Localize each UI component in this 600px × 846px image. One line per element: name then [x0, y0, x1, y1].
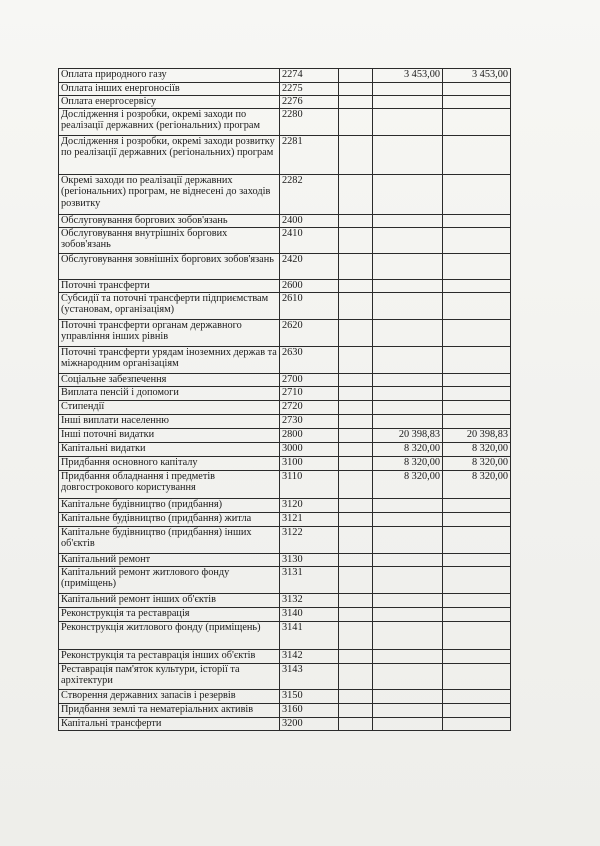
- row-amount-cell: [443, 566, 511, 593]
- row-amount-cell: [443, 214, 511, 227]
- row-name-cell: Придбання землі та нематеріальних активів: [59, 703, 280, 717]
- row-code-cell: 3122: [280, 526, 339, 553]
- row-empty-cell: [339, 689, 373, 703]
- row-amount-cell: [373, 95, 443, 108]
- table-row: [59, 319, 511, 346]
- row-amount-cell: [443, 717, 511, 730]
- row-code-cell: 2620: [280, 319, 339, 346]
- row-name-cell: Капітальний ремонт інших об'єктів: [59, 593, 280, 607]
- row-amount-cell: [443, 83, 511, 96]
- table-row: [59, 512, 511, 526]
- row-empty-cell: [339, 621, 373, 649]
- row-amount-cell: [443, 135, 511, 174]
- row-amount-cell: [373, 607, 443, 621]
- row-amount-cell: [443, 319, 511, 346]
- row-code-cell: 2400: [280, 214, 339, 227]
- row-empty-cell: [339, 414, 373, 428]
- row-name-cell: Реконструкція та реставрація: [59, 607, 280, 621]
- row-amount-cell: 8 320,00: [373, 470, 443, 498]
- row-amount-cell: [373, 292, 443, 319]
- row-amount-cell: [373, 279, 443, 292]
- row-code-cell: 2730: [280, 414, 339, 428]
- row-name-cell: Реконструкція та реставрація інших об'єктів: [59, 649, 280, 663]
- row-amount-cell: [373, 593, 443, 607]
- table-row: [59, 400, 511, 414]
- row-amount-cell: [373, 717, 443, 730]
- row-code-cell: 3140: [280, 607, 339, 621]
- row-name-cell: Капітальні трансферти: [59, 717, 280, 730]
- table-row: [59, 386, 511, 400]
- table-row: [59, 703, 511, 717]
- table-row: [59, 174, 511, 214]
- row-amount-cell: [443, 292, 511, 319]
- table-row: [59, 83, 511, 96]
- row-empty-cell: [339, 566, 373, 593]
- row-amount-cell: [373, 319, 443, 346]
- row-code-cell: 2275: [280, 83, 339, 96]
- row-empty-cell: [339, 526, 373, 553]
- row-amount-cell: [443, 621, 511, 649]
- row-code-cell: 2420: [280, 253, 339, 279]
- row-amount-cell: [373, 498, 443, 512]
- row-name-cell: Реконструкція житлового фонду (приміщень): [59, 621, 280, 649]
- table-row: [59, 214, 511, 227]
- row-code-cell: 3132: [280, 593, 339, 607]
- row-name-cell: Субсидії та поточні трансферти підприємствам (установам, організаціям): [59, 292, 280, 319]
- table-row: [59, 593, 511, 607]
- table-row: [59, 456, 511, 470]
- table-row: [59, 442, 511, 456]
- row-code-cell: 3200: [280, 717, 339, 730]
- row-empty-cell: [339, 135, 373, 174]
- row-amount-cell: 8 320,00: [373, 442, 443, 456]
- row-empty-cell: [339, 373, 373, 386]
- table-row: [59, 253, 511, 279]
- row-code-cell: 3160: [280, 703, 339, 717]
- row-empty-cell: [339, 108, 373, 135]
- row-amount-cell: [373, 621, 443, 649]
- row-name-cell: Дослідження і розробки, окремі заходи розвитку по реалізації державних (регіональних) програм: [59, 135, 280, 174]
- row-code-cell: 3130: [280, 553, 339, 566]
- row-name-cell: Оплата інших енергоносіїв: [59, 83, 280, 96]
- row-name-cell: Капітальний ремонт: [59, 553, 280, 566]
- row-empty-cell: [339, 456, 373, 470]
- row-amount-cell: [373, 649, 443, 663]
- row-empty-cell: [339, 319, 373, 346]
- row-name-cell: Соціальне забезпечення: [59, 373, 280, 386]
- row-amount-cell: [443, 689, 511, 703]
- row-empty-cell: [339, 214, 373, 227]
- table-row: [59, 279, 511, 292]
- row-empty-cell: [339, 279, 373, 292]
- table-row: [59, 498, 511, 512]
- row-name-cell: Капітальне будівництво (придбання) житла: [59, 512, 280, 526]
- table-row: [59, 553, 511, 566]
- row-empty-cell: [339, 703, 373, 717]
- table-row: [59, 292, 511, 319]
- row-amount-cell: [443, 386, 511, 400]
- row-amount-cell: [373, 253, 443, 279]
- row-amount-cell: [443, 663, 511, 689]
- row-amount-cell: [443, 498, 511, 512]
- row-name-cell: Виплата пенсій і допомоги: [59, 386, 280, 400]
- row-name-cell: Придбання обладнання і предметів довгострокового користування: [59, 470, 280, 498]
- table-row: [59, 69, 511, 83]
- row-amount-cell: [443, 649, 511, 663]
- row-empty-cell: [339, 512, 373, 526]
- row-empty-cell: [339, 253, 373, 279]
- row-amount-cell: [443, 279, 511, 292]
- row-amount-cell: [373, 373, 443, 386]
- row-amount-cell: 8 320,00: [373, 456, 443, 470]
- row-amount-cell: [443, 414, 511, 428]
- table-row: [59, 227, 511, 253]
- row-empty-cell: [339, 95, 373, 108]
- row-name-cell: Оплата природного газу: [59, 69, 280, 83]
- row-amount-cell: [443, 95, 511, 108]
- table-row: [59, 414, 511, 428]
- table-row: [59, 108, 511, 135]
- row-amount-cell: 8 320,00: [443, 442, 511, 456]
- row-code-cell: 2600: [280, 279, 339, 292]
- row-empty-cell: [339, 553, 373, 566]
- table-row: [59, 346, 511, 373]
- row-amount-cell: [373, 400, 443, 414]
- row-amount-cell: [373, 174, 443, 214]
- row-code-cell: 3120: [280, 498, 339, 512]
- row-amount-cell: [373, 689, 443, 703]
- table-body: [59, 69, 511, 731]
- row-empty-cell: [339, 386, 373, 400]
- table-row: [59, 566, 511, 593]
- row-code-cell: 3121: [280, 512, 339, 526]
- expenditure-table: [58, 68, 511, 731]
- row-name-cell: Окремі заходи по реалізації державних (регіональних) програм, не віднесені до заходів розвитку: [59, 174, 280, 214]
- row-code-cell: 3110: [280, 470, 339, 498]
- row-amount-cell: [373, 526, 443, 553]
- row-name-cell: Капітальне будівництво (придбання) інших об'єктів: [59, 526, 280, 553]
- row-amount-cell: [373, 566, 443, 593]
- row-amount-cell: [443, 607, 511, 621]
- row-empty-cell: [339, 69, 373, 83]
- table-row: [59, 373, 511, 386]
- row-name-cell: Капітальний ремонт житлового фонду (приміщень): [59, 566, 280, 593]
- row-code-cell: 2280: [280, 108, 339, 135]
- row-code-cell: 2710: [280, 386, 339, 400]
- row-empty-cell: [339, 593, 373, 607]
- row-code-cell: 3150: [280, 689, 339, 703]
- row-amount-cell: [443, 400, 511, 414]
- table-row: [59, 649, 511, 663]
- row-amount-cell: [373, 108, 443, 135]
- row-code-cell: 2610: [280, 292, 339, 319]
- row-amount-cell: 20 398,83: [443, 428, 511, 442]
- row-amount-cell: [373, 135, 443, 174]
- row-code-cell: 3131: [280, 566, 339, 593]
- row-empty-cell: [339, 428, 373, 442]
- row-empty-cell: [339, 498, 373, 512]
- row-name-cell: Дослідження і розробки, окремі заходи по реалізації державних (регіональних) програм: [59, 108, 280, 135]
- row-amount-cell: [443, 174, 511, 214]
- row-amount-cell: [373, 346, 443, 373]
- row-amount-cell: [443, 703, 511, 717]
- row-code-cell: 2720: [280, 400, 339, 414]
- row-name-cell: Придбання основного капіталу: [59, 456, 280, 470]
- row-amount-cell: [443, 553, 511, 566]
- row-empty-cell: [339, 346, 373, 373]
- row-amount-cell: [443, 253, 511, 279]
- row-name-cell: Поточні трансферти урядам іноземних держав та міжнародним організаціям: [59, 346, 280, 373]
- table-row: [59, 717, 511, 730]
- row-code-cell: 3000: [280, 442, 339, 456]
- table-row: [59, 95, 511, 108]
- row-amount-cell: [443, 346, 511, 373]
- row-amount-cell: [443, 526, 511, 553]
- row-amount-cell: [443, 108, 511, 135]
- row-code-cell: 2281: [280, 135, 339, 174]
- row-code-cell: 2410: [280, 227, 339, 253]
- table-row: [59, 689, 511, 703]
- table-row: [59, 526, 511, 553]
- row-code-cell: 2282: [280, 174, 339, 214]
- row-name-cell: Капітальне будівництво (придбання): [59, 498, 280, 512]
- row-empty-cell: [339, 470, 373, 498]
- row-empty-cell: [339, 174, 373, 214]
- row-code-cell: 3142: [280, 649, 339, 663]
- row-amount-cell: 8 320,00: [443, 456, 511, 470]
- row-code-cell: 3143: [280, 663, 339, 689]
- table-row: [59, 470, 511, 498]
- row-amount-cell: [373, 83, 443, 96]
- row-amount-cell: [443, 373, 511, 386]
- row-name-cell: Обслуговування зовнішніх боргових зобов'язань: [59, 253, 280, 279]
- row-empty-cell: [339, 400, 373, 414]
- row-amount-cell: [373, 663, 443, 689]
- row-name-cell: Інші виплати населенню: [59, 414, 280, 428]
- row-code-cell: 2800: [280, 428, 339, 442]
- row-name-cell: Поточні трансферти органам державного управління інших рівнів: [59, 319, 280, 346]
- row-empty-cell: [339, 663, 373, 689]
- row-amount-cell: 3 453,00: [373, 69, 443, 83]
- row-amount-cell: [443, 227, 511, 253]
- row-amount-cell: [373, 386, 443, 400]
- row-amount-cell: 3 453,00: [443, 69, 511, 83]
- table-row: [59, 607, 511, 621]
- row-code-cell: 3100: [280, 456, 339, 470]
- row-name-cell: Оплата енергосервісу: [59, 95, 280, 108]
- row-name-cell: Обслуговування внутрішніх боргових зобов'язань: [59, 227, 280, 253]
- row-code-cell: 2630: [280, 346, 339, 373]
- row-empty-cell: [339, 717, 373, 730]
- row-name-cell: Інші поточні видатки: [59, 428, 280, 442]
- row-name-cell: Реставрація пам'яток культури, історії та архітектури: [59, 663, 280, 689]
- row-name-cell: Поточні трансферти: [59, 279, 280, 292]
- table-row: [59, 135, 511, 174]
- table-row: [59, 428, 511, 442]
- row-amount-cell: [373, 512, 443, 526]
- row-code-cell: 2274: [280, 69, 339, 83]
- row-name-cell: Обслуговування боргових зобов'язань: [59, 214, 280, 227]
- row-name-cell: Стипендії: [59, 400, 280, 414]
- row-amount-cell: [373, 214, 443, 227]
- row-code-cell: 2700: [280, 373, 339, 386]
- row-empty-cell: [339, 227, 373, 253]
- row-empty-cell: [339, 649, 373, 663]
- table-row: [59, 621, 511, 649]
- row-amount-cell: [443, 512, 511, 526]
- row-amount-cell: [373, 414, 443, 428]
- row-amount-cell: [373, 227, 443, 253]
- row-name-cell: Створення державних запасів і резервів: [59, 689, 280, 703]
- row-amount-cell: [373, 703, 443, 717]
- row-code-cell: 3141: [280, 621, 339, 649]
- row-empty-cell: [339, 607, 373, 621]
- row-amount-cell: [443, 593, 511, 607]
- row-amount-cell: 20 398,83: [373, 428, 443, 442]
- row-amount-cell: [373, 553, 443, 566]
- table-row: [59, 663, 511, 689]
- row-amount-cell: 8 320,00: [443, 470, 511, 498]
- row-empty-cell: [339, 292, 373, 319]
- row-code-cell: 2276: [280, 95, 339, 108]
- row-empty-cell: [339, 442, 373, 456]
- row-empty-cell: [339, 83, 373, 96]
- row-name-cell: Капітальні видатки: [59, 442, 280, 456]
